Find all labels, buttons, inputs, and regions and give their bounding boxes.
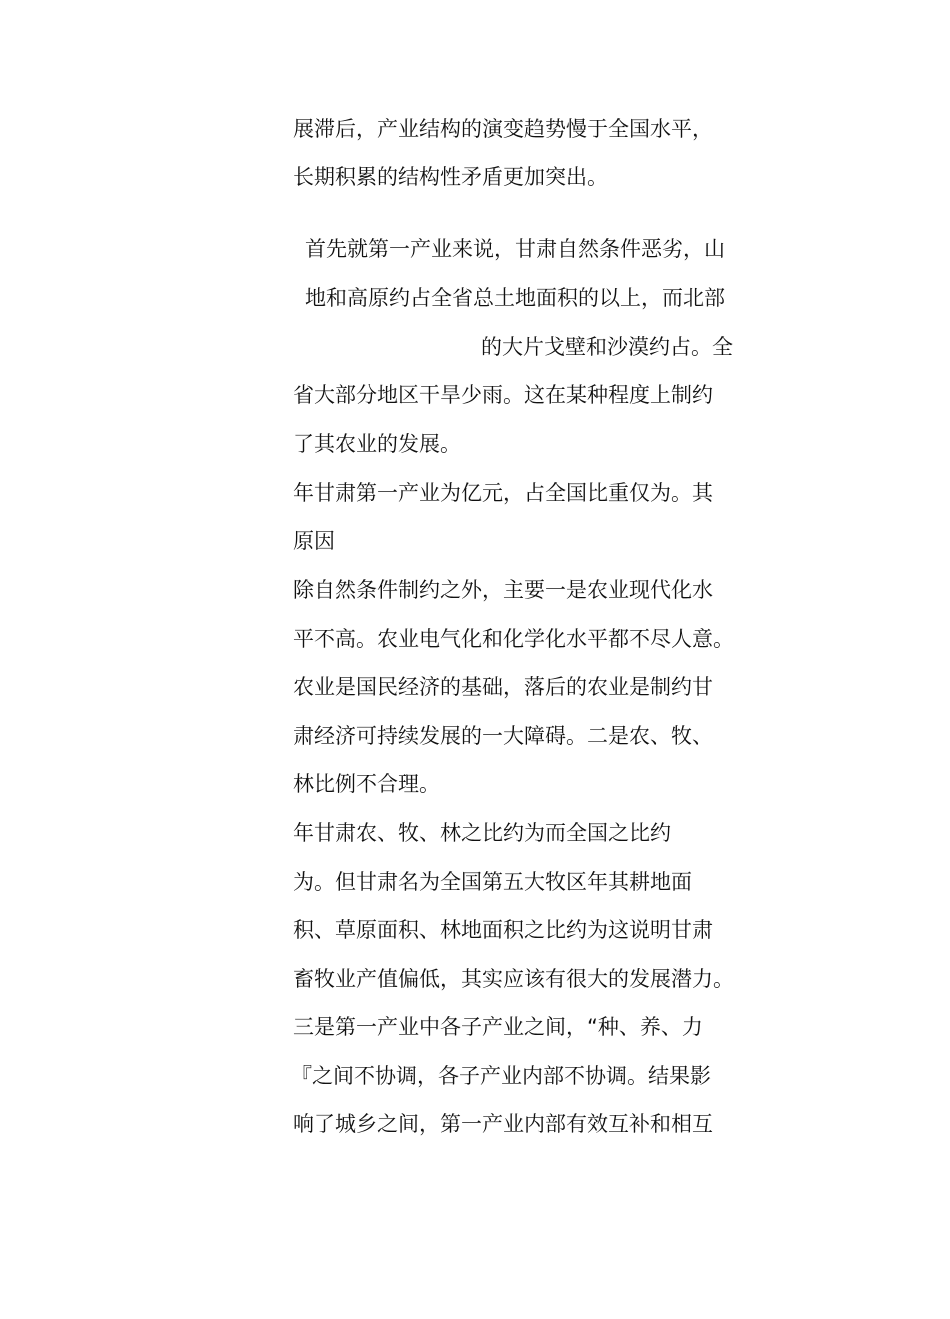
text-line: 肃经济可持续发展的一大障碍。二是农、牧、 [293, 724, 713, 748]
text-line: 积、草原面积、林地面积之比约为这说明甘肃 [293, 918, 713, 942]
text-line: 农业是国民经济的基础，落后的农业是制约甘 [293, 675, 713, 699]
text-line: 『之间不协调，各子产业内部不协调。结果影 [291, 1064, 711, 1088]
text-line: 年甘肃第一产业为亿元，占全国比重仅为。其 [293, 481, 713, 505]
text-line: 畜牧业产值偏低，其实应该有很大的发展潜力。 [293, 967, 734, 991]
text-line: 地和高原约占全省总土地面积的以上，而北部 [305, 286, 725, 310]
text-line: 除自然条件制约之外，主要一是农业现代化水 [293, 578, 713, 602]
text-line: 为。但甘肃名为全国第五大牧区年其耕地面 [293, 870, 692, 894]
text-line: 响了城乡之间，第一产业内部有效互补和相互 [293, 1112, 713, 1136]
text-line: 展滞后，产业结构的演变趋势慢于全国水平， [293, 117, 713, 141]
text-line: 长期积累的结构性矛盾更加突出。 [293, 165, 608, 189]
text-line: 林比例不合理。 [293, 772, 440, 796]
text-line: 平不高。农业电气化和化学化水平都不尽人意。 [293, 627, 734, 651]
text-line: 年甘肃农、牧、林之比约为而全国之比约 [293, 821, 671, 845]
text-line: 了其农业的发展。 [293, 432, 461, 456]
text-line: 原因 [293, 529, 335, 553]
text-line: 三是第一产业中各子产业之间，“种、养、力 [293, 1015, 703, 1039]
text-line: 的大片戈壁和沙漠约占。全 [481, 335, 733, 359]
text-line: 首先就第一产业来说，甘肃自然条件恶劣，山 [305, 237, 725, 261]
text-line: 省大部分地区干旱少雨。这在某种程度上制约 [293, 383, 713, 407]
